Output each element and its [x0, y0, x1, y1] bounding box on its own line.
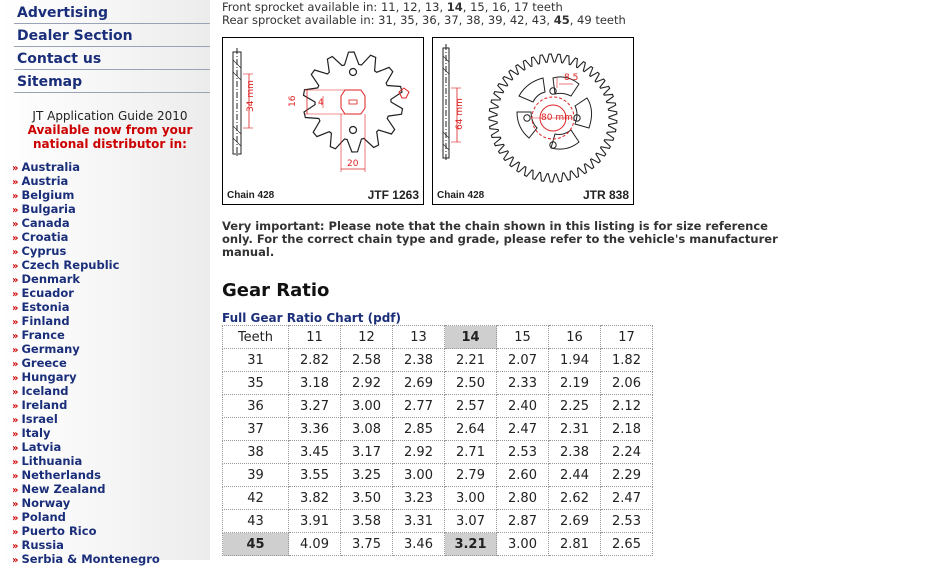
rear-teeth-cell: 42 [223, 487, 289, 510]
country-name: Ecuador [21, 286, 74, 300]
ratio-cell: 2.80 [497, 487, 549, 510]
ratio-cell: 3.00 [497, 533, 549, 556]
bullet-icon: » [12, 289, 19, 300]
front-teeth-header: 15 [497, 326, 549, 349]
country-name: Belgium [21, 188, 75, 202]
country-name: France [21, 328, 65, 342]
country-name: Puerto Rico [21, 524, 97, 538]
country-item[interactable] [12, 440, 160, 454]
bullet-icon: » [12, 401, 19, 412]
bullet-icon: » [12, 317, 19, 328]
country-name: Germany [21, 342, 80, 356]
rear-teeth-cell: 38 [223, 441, 289, 464]
country-item[interactable] [12, 216, 160, 230]
country-name: Croatia [21, 230, 69, 244]
rear-teeth-cell: 35 [223, 372, 289, 395]
front-availability-selected: 14 [446, 0, 463, 14]
ratio-cell: 3.27 [289, 395, 341, 418]
bullet-icon: » [12, 359, 19, 370]
ratio-cell: 2.57 [445, 395, 497, 418]
country-item[interactable] [12, 510, 160, 524]
table-row [223, 395, 653, 418]
rear-height-dimension: 64 mm [455, 98, 465, 130]
country-item[interactable] [12, 538, 160, 552]
rear-center-dimension: 80 mm [541, 113, 573, 123]
bullet-icon: » [12, 303, 19, 314]
ratio-cell: 3.50 [341, 487, 393, 510]
ratio-cell: 2.87 [497, 510, 549, 533]
table-row [223, 533, 653, 556]
ratio-cell: 2.24 [601, 441, 653, 464]
country-item[interactable] [12, 272, 160, 286]
front-height-dimension: 34 mm [246, 80, 256, 112]
bullet-icon: » [12, 471, 19, 482]
rear-sprocket-drawing [433, 38, 633, 204]
country-item[interactable] [12, 202, 160, 216]
country-item[interactable] [12, 524, 160, 538]
bullet-icon: » [12, 443, 19, 454]
front-width-dimension: 20 [347, 159, 359, 169]
front-availability-before: 11, 12, 13, [380, 0, 447, 14]
chain-notice: Very important: Please note that the chain shown in this listing is for size reference only. For the correct chain type and grade, please refer to the vehicle's manufacturer manual. [222, 219, 778, 259]
country-item[interactable] [12, 356, 160, 370]
guide-title: JT Application Guide 2010 [32, 109, 188, 123]
country-item[interactable] [12, 188, 160, 202]
ratio-cell: 2.92 [341, 372, 393, 395]
ratio-cell: 2.12 [601, 395, 653, 418]
country-name: Norway [21, 496, 71, 510]
country-name: Estonia [21, 300, 70, 314]
rear-bolt-dimension: 8.5 [564, 73, 579, 83]
ratio-cell: 3.82 [289, 487, 341, 510]
gear-ratio-pdf-link[interactable]: Full Gear Ratio Chart (pdf) [222, 311, 401, 325]
front-teeth-header: 14 [445, 326, 497, 349]
bullet-icon: » [12, 205, 19, 216]
bullet-icon: » [12, 275, 19, 286]
ratio-cell: 3.23 [393, 487, 445, 510]
ratio-cell: 2.18 [601, 418, 653, 441]
bullet-icon: » [12, 485, 19, 496]
rear-part-number: JTR 838 [582, 188, 629, 202]
ratio-cell: 3.18 [289, 372, 341, 395]
bullet-icon: » [12, 429, 19, 440]
ratio-cell: 2.53 [601, 510, 653, 533]
ratio-cell: 2.25 [549, 395, 601, 418]
bullet-icon: » [12, 541, 19, 552]
ratio-cell: 2.62 [549, 487, 601, 510]
table-row [223, 349, 653, 372]
country-name: Australia [21, 160, 80, 174]
ratio-cell: 3.31 [393, 510, 445, 533]
country-item[interactable] [12, 412, 160, 426]
country-item[interactable] [12, 230, 160, 244]
country-name: Israel [21, 412, 58, 426]
ratio-cell: 3.00 [393, 464, 445, 487]
bullet-icon: » [12, 191, 19, 202]
rear-availability-selected: 45 [553, 13, 570, 27]
ratio-cell: 2.21 [445, 349, 497, 372]
ratio-cell: 2.47 [497, 418, 549, 441]
country-item[interactable] [12, 174, 160, 188]
country-name: Latvia [21, 440, 62, 454]
ratio-cell: 3.08 [341, 418, 393, 441]
country-name: Ireland [21, 398, 68, 412]
ratio-cell: 3.36 [289, 418, 341, 441]
ratio-cell: 2.19 [549, 372, 601, 395]
nav-sitemap[interactable]: Sitemap [14, 71, 210, 93]
guide-subtitle [10, 123, 210, 151]
bullet-icon: » [12, 331, 19, 342]
country-name: Netherlands [21, 468, 102, 482]
front-key-dimension: 4 [318, 98, 324, 108]
rear-teeth-cell: 43 [223, 510, 289, 533]
country-item[interactable] [12, 370, 160, 384]
ratio-cell: 2.50 [445, 372, 497, 395]
ratio-cell: 2.40 [497, 395, 549, 418]
country-name: Serbia & Montenegro [21, 552, 160, 566]
front-sprocket-drawing [223, 38, 423, 204]
front-spline-dimension: 16 [288, 95, 298, 107]
bullet-icon: » [12, 345, 19, 356]
front-part-number: JTF 1263 [367, 188, 419, 202]
ratio-cell: 2.53 [497, 441, 549, 464]
ratio-cell: 2.60 [497, 464, 549, 487]
table-row [223, 510, 653, 533]
front-availability [222, 0, 563, 14]
country-name: Lithuania [21, 454, 83, 468]
ratio-cell: 2.47 [601, 487, 653, 510]
country-item[interactable] [12, 244, 160, 258]
country-item[interactable] [12, 496, 160, 510]
ratio-cell: 2.65 [601, 533, 653, 556]
country-name: Russia [21, 538, 64, 552]
bullet-icon: » [12, 457, 19, 468]
country-item[interactable] [12, 468, 160, 482]
ratio-cell: 2.69 [549, 510, 601, 533]
ratio-cell: 2.82 [289, 349, 341, 372]
country-name: Poland [21, 510, 66, 524]
rear-teeth-cell: 36 [223, 395, 289, 418]
country-item[interactable] [12, 384, 160, 398]
bullet-icon: » [12, 527, 19, 538]
country-item[interactable] [12, 314, 160, 328]
bullet-icon: » [12, 233, 19, 244]
gear-ratio-title: Gear Ratio [222, 280, 330, 301]
ratio-cell: 2.77 [393, 395, 445, 418]
nav-advertising[interactable]: Advertising [14, 2, 210, 24]
ratio-cell: 2.31 [549, 418, 601, 441]
rear-teeth-cell: 31 [223, 349, 289, 372]
nav-dealer-section[interactable]: Dealer Section [14, 25, 210, 47]
rear-teeth-cell: 37 [223, 418, 289, 441]
rear-chain-label: Chain 428 [437, 190, 485, 201]
ratio-cell: 3.75 [341, 533, 393, 556]
ratio-cell: 3.25 [341, 464, 393, 487]
country-name: Cyprus [21, 244, 67, 258]
ratio-cell: 3.58 [341, 510, 393, 533]
bullet-icon: » [12, 163, 19, 174]
front-availability-after: , 15, 16, 17 teeth [462, 0, 563, 14]
table-row [223, 464, 653, 487]
ratio-cell: 2.58 [341, 349, 393, 372]
country-item[interactable] [12, 552, 160, 566]
country-name: Italy [21, 426, 51, 440]
ratio-cell: 3.00 [445, 487, 497, 510]
teeth-header: Teeth [223, 326, 289, 349]
ratio-cell: 2.06 [601, 372, 653, 395]
ratio-cell: 2.44 [549, 464, 601, 487]
table-row [223, 418, 653, 441]
table-row [223, 441, 653, 464]
ratio-cell: 4.09 [289, 533, 341, 556]
rear-teeth-cell: 45 [223, 533, 289, 556]
front-teeth-header: 11 [289, 326, 341, 349]
bullet-icon: » [12, 387, 19, 398]
ratio-cell: 2.33 [497, 372, 549, 395]
guide-subtitle-line-2: national distributor in: [33, 137, 187, 151]
rear-availability-after: , 49 teeth [569, 13, 626, 27]
country-name: Austria [21, 174, 69, 188]
ratio-cell: 3.07 [445, 510, 497, 533]
ratio-cell: 1.94 [549, 349, 601, 372]
ratio-cell: 2.79 [445, 464, 497, 487]
country-item[interactable] [12, 426, 160, 440]
rear-availability-prefix: Rear sprocket available in: [222, 13, 379, 27]
country-item[interactable] [12, 286, 160, 300]
ratio-cell: 2.07 [497, 349, 549, 372]
country-name: Czech Republic [21, 258, 120, 272]
country-item[interactable] [12, 454, 160, 468]
front-teeth-header: 13 [393, 326, 445, 349]
ratio-cell: 3.17 [341, 441, 393, 464]
front-chain-label: Chain 428 [227, 190, 275, 201]
ratio-cell: 2.69 [393, 372, 445, 395]
bullet-icon: » [12, 513, 19, 524]
guide-subtitle-line-1: Available now from your [27, 123, 193, 137]
country-item[interactable] [12, 258, 160, 272]
front-sprocket-diagram[interactable] [222, 37, 424, 205]
country-name: Iceland [21, 384, 69, 398]
country-item[interactable] [12, 328, 160, 342]
rear-availability [222, 13, 626, 27]
bullet-icon: » [12, 177, 19, 188]
ratio-cell: 3.55 [289, 464, 341, 487]
table-row [223, 487, 653, 510]
ratio-cell: 3.21 [445, 533, 497, 556]
country-name: Greece [21, 356, 67, 370]
rear-sprocket-diagram[interactable] [432, 37, 634, 205]
bullet-icon: » [12, 219, 19, 230]
bullet-icon: » [12, 499, 19, 510]
ratio-cell: 2.85 [393, 418, 445, 441]
gear-ratio-body [223, 349, 653, 556]
ratio-cell: 1.82 [601, 349, 653, 372]
ratio-cell: 2.64 [445, 418, 497, 441]
bullet-icon: » [12, 415, 19, 426]
sidebar [0, 0, 210, 566]
ratio-cell: 3.91 [289, 510, 341, 533]
rear-teeth-cell: 39 [223, 464, 289, 487]
bullet-icon: » [12, 247, 19, 258]
gear-ratio-table [222, 325, 653, 556]
ratio-cell: 2.38 [549, 441, 601, 464]
country-name: Canada [21, 216, 70, 230]
country-item[interactable] [12, 160, 160, 174]
ratio-cell: 2.71 [445, 441, 497, 464]
country-name: Denmark [21, 272, 81, 286]
country-item[interactable] [12, 300, 160, 314]
country-item[interactable] [12, 342, 160, 356]
table-row [223, 372, 653, 395]
bullet-icon: » [12, 373, 19, 384]
front-teeth-header: 17 [601, 326, 653, 349]
ratio-cell: 3.00 [341, 395, 393, 418]
nav-contact-us[interactable]: Contact us [14, 48, 210, 70]
ratio-cell: 2.29 [601, 464, 653, 487]
country-item[interactable] [12, 482, 160, 496]
front-availability-prefix: Front sprocket available in: [222, 0, 381, 14]
country-name: Finland [21, 314, 70, 328]
front-teeth-header: 12 [341, 326, 393, 349]
country-name: New Zealand [21, 482, 106, 496]
country-item[interactable] [12, 398, 160, 412]
bullet-icon: » [12, 261, 19, 272]
ratio-cell: 3.45 [289, 441, 341, 464]
gear-ratio-header-row [223, 326, 653, 349]
ratio-cell: 3.46 [393, 533, 445, 556]
rear-availability-before: 31, 35, 36, 37, 38, 39, 42, 43, [378, 13, 554, 27]
bullet-icon: » [12, 555, 19, 566]
ratio-cell: 2.92 [393, 441, 445, 464]
country-name: Bulgaria [21, 202, 76, 216]
front-teeth-header: 16 [549, 326, 601, 349]
country-list [12, 160, 160, 566]
country-name: Hungary [21, 370, 77, 384]
ratio-cell: 2.38 [393, 349, 445, 372]
ratio-cell: 2.81 [549, 533, 601, 556]
